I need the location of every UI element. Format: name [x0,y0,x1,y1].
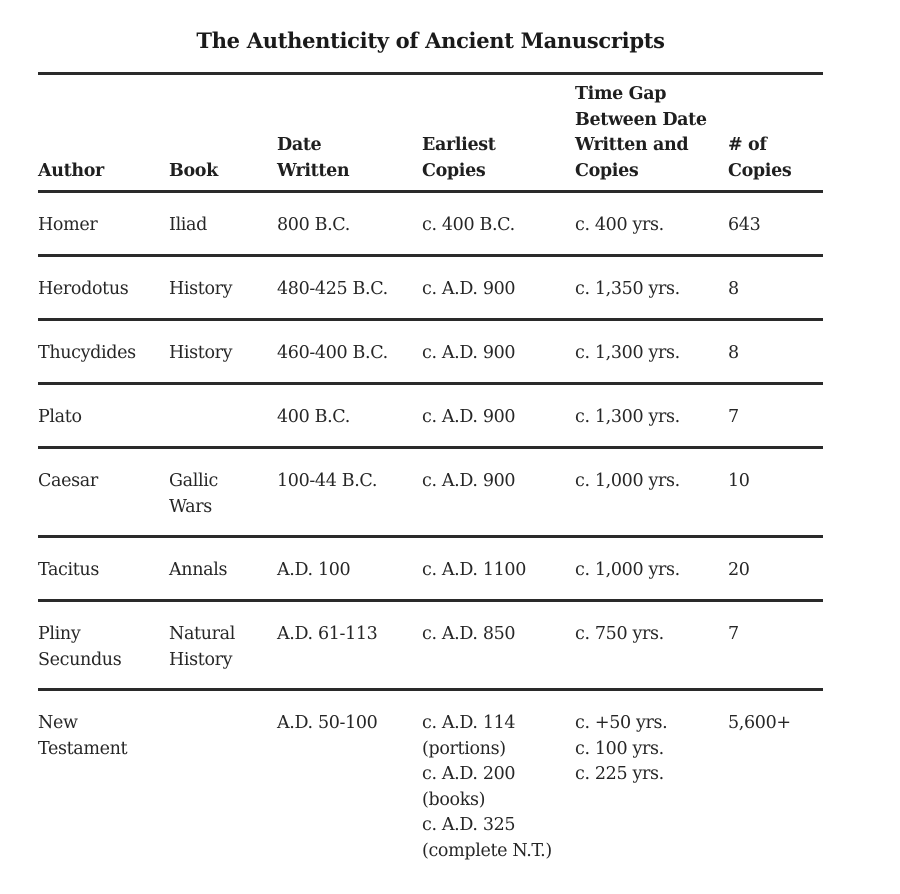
cell-text-line: A.D. 50-100 [277,713,378,733]
cell-text-line: Pliny [38,624,81,644]
time-gap-cell [575,601,728,690]
table-row [38,537,823,601]
cell-text-line: c. A.D. 1100 [422,560,526,580]
cell-text-line: (books) [422,789,486,810]
date-written-cell [277,601,422,690]
cell-text-line: 7 [728,407,739,427]
date-written-cell [277,690,422,865]
table-row [38,448,823,537]
author-cell [38,384,169,448]
header-text-line: Copies [422,160,486,181]
cell-text-line: c. 1,000 yrs. [575,560,680,580]
table-row [38,192,823,256]
author-cell [38,448,169,537]
header-text-line: Between Date [575,109,707,130]
cell-text-line: Herodotus [38,279,129,299]
cell-text-line: c. 1,000 yrs. [575,471,680,491]
cell-text-line: (portions) [422,738,506,759]
cell-text-line: New [38,713,78,733]
cell-text-line: (complete N.T.) [422,840,552,861]
copies-count-cell [728,192,823,256]
cell-text-line: c. A.D. 900 [422,279,516,299]
cell-text-line: 460-400 B.C. [277,343,388,363]
table-row [38,384,823,448]
earliest-copies-cell [422,256,575,320]
copies-count-header [728,74,823,192]
header-text-line: Earliest [422,135,496,155]
table-row [38,690,823,865]
header-text-line: # of [728,135,767,155]
time-gap-cell [575,192,728,256]
cell-text-line: Natural [169,624,235,644]
cell-text-line: A.D. 61-113 [277,624,378,644]
cell-text-line: History [169,649,233,670]
copies-count-cell [728,690,823,865]
header-text-line: Copies [575,160,639,181]
book-header [169,74,277,192]
cell-text-line: c. 100 yrs. [575,738,664,759]
cell-text-line: Thucydides [38,343,136,363]
cell-text-line: Secundus [38,649,122,670]
header-text-line: Time Gap [575,84,667,104]
cell-text-line: Caesar [38,471,98,491]
author-cell [38,537,169,601]
book-cell [169,448,277,537]
cell-text-line: 5,600+ [728,713,791,733]
author-cell [38,256,169,320]
cell-text-line: 20 [728,560,750,580]
cell-text-line: Gallic [169,471,218,491]
cell-text-line: Iliad [169,215,207,235]
time-gap-cell [575,537,728,601]
time-gap-cell [575,320,728,384]
cell-text-line: c. A.D. 114 [422,713,516,733]
earliest-copies-cell [422,192,575,256]
copies-count-cell [728,384,823,448]
cell-text-line: c. A.D. 200 [422,764,516,784]
header-text-line: Written [277,160,350,181]
cell-text-line: Plato [38,407,82,427]
time-gap-cell [575,384,728,448]
cell-text-line: History [169,343,233,363]
time-gap-header [575,74,728,192]
cell-text-line: Tacitus [38,560,99,580]
table-row [38,601,823,690]
date-written-cell [277,192,422,256]
time-gap-cell [575,256,728,320]
cell-text-line: 7 [728,624,739,644]
date-written-cell [277,256,422,320]
cell-text-line: c. 1,300 yrs. [575,343,680,363]
header-text-line: Author [38,160,104,181]
time-gap-cell [575,690,728,865]
author-header [38,74,169,192]
book-cell [169,601,277,690]
copies-count-cell [728,256,823,320]
table-row [38,256,823,320]
copies-count-cell [728,537,823,601]
cell-text-line: c. 1,350 yrs. [575,279,680,299]
cell-text-line: 400 B.C. [277,407,350,427]
author-cell [38,192,169,256]
cell-text-line: c. 400 yrs. [575,215,664,235]
cell-text-line: c. A.D. 900 [422,471,516,491]
cell-text-line: c. 400 B.C. [422,215,515,235]
cell-text-line: 480-425 B.C. [277,279,388,299]
date-written-cell [277,384,422,448]
earliest-copies-cell [422,690,575,865]
cell-text-line: 800 B.C. [277,215,350,235]
date-written-cell [277,448,422,537]
cell-text-line: 8 [728,343,739,363]
time-gap-cell [575,448,728,537]
cell-text-line: c. 750 yrs. [575,624,664,644]
book-cell [169,192,277,256]
author-cell [38,690,169,865]
earliest-copies-cell [422,601,575,690]
book-cell [169,537,277,601]
cell-text-line: c. A.D. 325 [422,815,516,835]
cell-text-line: 100-44 B.C. [277,471,378,491]
cell-text-line: c. A.D. 850 [422,624,516,644]
earliest-copies-header [422,74,575,192]
book-cell [169,384,277,448]
author-cell [38,320,169,384]
book-cell [169,320,277,384]
cell-text-line: Annals [169,560,228,580]
cell-text-line: Testament [38,738,128,759]
header-text-line: Date [277,135,322,155]
author-cell [38,601,169,690]
header-text-line: Book [169,160,218,181]
earliest-copies-cell [422,448,575,537]
cell-text-line: c. A.D. 900 [422,407,516,427]
date-written-cell [277,320,422,384]
copies-count-cell [728,448,823,537]
table-body [38,192,823,865]
copies-count-cell [728,601,823,690]
cell-text-line: History [169,279,233,299]
cell-text-line: c. 1,300 yrs. [575,407,680,427]
cell-text-line: 8 [728,279,739,299]
cell-text-line: A.D. 100 [277,560,351,580]
book-cell [169,690,277,865]
header-text-line: Copies [728,160,792,181]
manuscripts-table [38,72,823,864]
cell-text-line: 643 [728,215,761,235]
cell-text-line: Homer [38,215,98,235]
cell-text-line: c. 225 yrs. [575,764,664,784]
earliest-copies-cell [422,384,575,448]
cell-text-line: c. A.D. 900 [422,343,516,363]
table-header-row [38,74,823,192]
date-written-header [277,74,422,192]
copies-count-cell [728,320,823,384]
earliest-copies-cell [422,320,575,384]
cell-text-line: c. +50 yrs. [575,713,668,733]
date-written-cell [277,537,422,601]
cell-text-line: Wars [169,496,212,517]
earliest-copies-cell [422,537,575,601]
document-title: The Authenticity of Ancient Manuscripts [196,28,665,53]
cell-text-line: 10 [728,471,750,491]
table-row [38,320,823,384]
header-text-line: Written and [575,135,689,155]
book-cell [169,256,277,320]
